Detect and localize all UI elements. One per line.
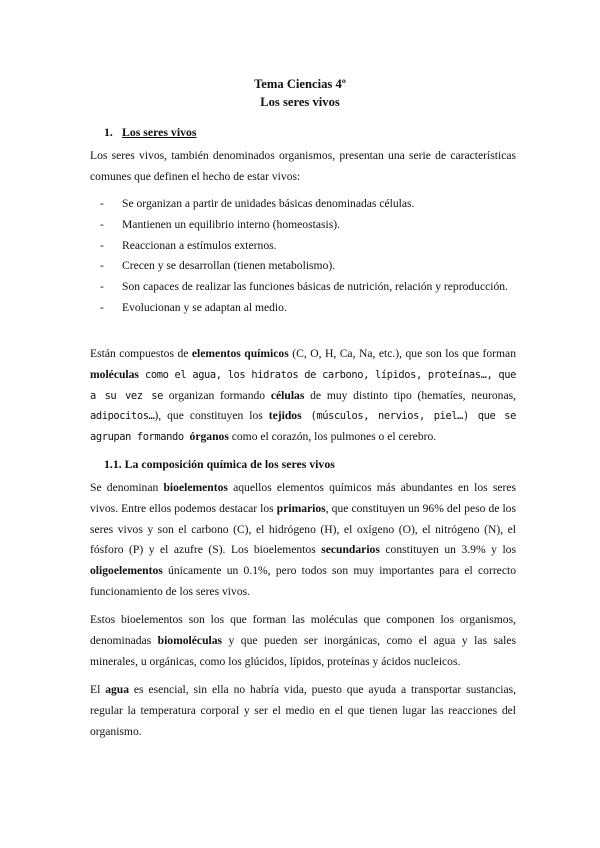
term-primarios: primarios	[276, 501, 326, 515]
section-1-1-heading: 1.1. La composición química de los seres vivos	[104, 457, 335, 471]
list-item-text: Se organizan a partir de unidades básicas denominadas células.	[122, 197, 415, 210]
text-run: Estos bioelementos son los que forman las moléculas que componen los organismos, denominadas	[90, 613, 516, 647]
term-elementos-quimicos: elementos químicos	[191, 347, 289, 360]
list-dash: -	[100, 197, 104, 210]
list-dash: -	[100, 280, 104, 294]
list-item-text: Reaccionan a estímulos externos.	[122, 238, 277, 252]
term-biomoleculas: biomoléculas	[157, 633, 223, 647]
text-run: El	[90, 683, 106, 696]
section-1-label: Los seres vivos	[122, 125, 197, 139]
list-item	[100, 194, 516, 215]
text-run: constituyen un 3.9% y los	[379, 543, 516, 557]
list-item-text: Evolucionan y se adaptan al medio.	[122, 300, 287, 314]
list-item	[100, 236, 516, 257]
characteristics-list	[100, 194, 516, 319]
document-title: Tema Ciencias 4º	[254, 77, 346, 91]
list-item	[100, 298, 516, 319]
list-dash: -	[100, 259, 104, 273]
list-item	[100, 215, 516, 236]
list-item	[100, 256, 516, 277]
text-run: y que pueden ser inorgánicas, como el agua y las sales minerales, u orgánicas, como los glúcidos, lípidos, proteínas y ácidos nucleicos.	[90, 633, 516, 668]
term-agua: agua	[105, 683, 130, 696]
text-run: como el corazón, los pulmones o el cerebro.	[228, 430, 437, 444]
water-paragraph	[90, 680, 516, 742]
bioelements-paragraph	[90, 478, 516, 603]
text-run: , que constituyen un 96% del peso de los seres vivos y son el carbono (C), el hidrógeno (H), el oxígeno (O), el nitrógeno (N), el fósforo (P) y el azufre (S). Los bioelementos	[90, 501, 516, 557]
text-run: organizan formando	[163, 388, 271, 402]
text-run: de muy distinto tipo (hematíes, neuronas,	[304, 388, 516, 402]
list-dash: -	[100, 300, 104, 314]
text-run: es esencial, sin ella no habría vida, puesto que ayuda a transportar sustancias, regular la temperatura corporal y ser el medio en el que tienen lugar las reacciones del organismo.	[90, 683, 517, 738]
composition-paragraph	[90, 344, 516, 448]
biomolecules-paragraph	[90, 610, 516, 672]
section-1-heading	[104, 122, 197, 143]
term-celulas: células	[270, 388, 305, 402]
term-moleculas: moléculas	[90, 367, 139, 381]
list-item	[100, 277, 516, 298]
term-organos: órganos	[189, 430, 229, 444]
term-secundarios: secundarios	[321, 543, 380, 557]
section-1-number: 1.	[104, 125, 113, 139]
list-item-text: Crecen y se desarrollan (tienen metabolismo).	[122, 259, 336, 273]
text-run: únicamente un 0.1%, pero todos son muy importantes para el correcto funcionamiento de los seres vivos.	[90, 564, 516, 598]
list-dash: -	[100, 238, 104, 252]
text-run: ), que constituyen los	[154, 409, 269, 423]
text-run: (músculos, nervios, piel…) que se agrupan formando	[90, 410, 517, 444]
list-dash: -	[100, 217, 104, 231]
term-bioelementos: bioelementos	[163, 481, 228, 494]
list-item-text: Son capaces de realizar las funciones básicas de nutrición, relación y reproducción.	[122, 280, 508, 294]
text-run: aquellos elementos químicos más abundantes en los seres vivos. Entre ellos podemos destacar los	[90, 481, 516, 515]
text-run: adipocitos…	[90, 410, 155, 423]
term-tejidos: tejidos	[268, 409, 302, 423]
text-run: Se denominan	[90, 481, 164, 494]
document-subtitle: Los seres vivos	[260, 95, 340, 109]
term-oligoelementos: oligoelementos	[90, 564, 163, 578]
text-run: Están compuestos de	[90, 347, 192, 360]
list-item-text: Mantienen un equilibrio interno (homeostasis).	[122, 217, 340, 231]
text-run: (C, O, H, Ca, Na, etc.), que son los que forman	[288, 347, 516, 360]
intro-paragraph: Los seres vivos, también denominados organismos, presentan una serie de características comunes que definen el hecho de estar vivos:	[90, 149, 516, 183]
text-run: como el agua, los hidratos de carbono, lípidos, proteínas…, que a su vez se	[90, 368, 516, 402]
